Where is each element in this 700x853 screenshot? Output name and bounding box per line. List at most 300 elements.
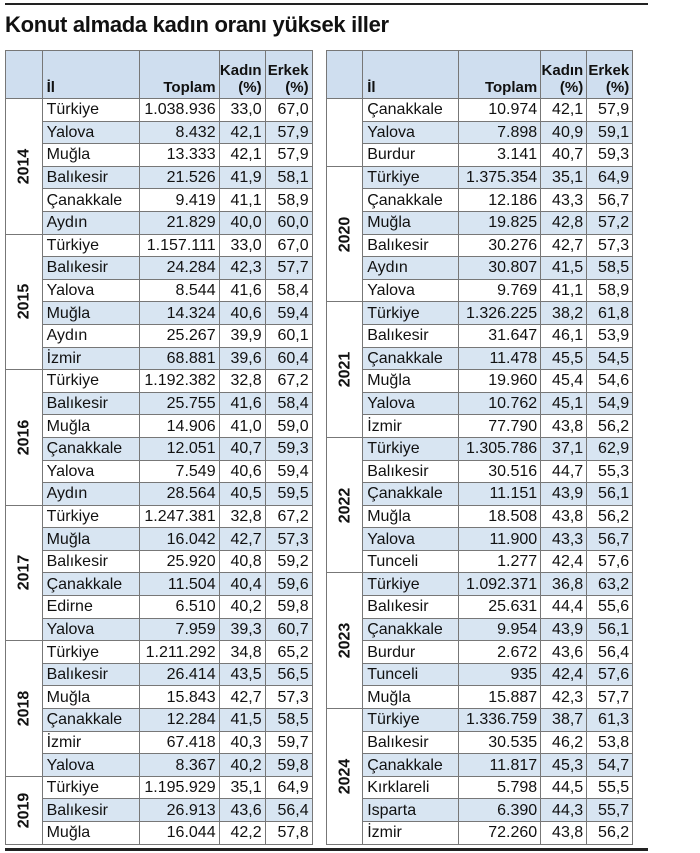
male-pct-cell: 60,0 (265, 211, 312, 234)
total-cell: 14.324 (139, 302, 219, 325)
male-pct-cell: 59,4 (265, 460, 312, 483)
province-cell: Yalova (42, 279, 139, 302)
total-cell: 30.535 (459, 731, 541, 754)
province-cell: İzmir (42, 347, 139, 370)
male-pct-cell: 54,5 (587, 347, 633, 370)
total-cell: 24.284 (139, 257, 219, 280)
province-cell: Balıkesir (363, 596, 459, 619)
male-pct-cell: 56,1 (587, 483, 633, 506)
female-pct-cell: 36,8 (541, 573, 587, 596)
province-cell: Muğla (42, 686, 139, 709)
male-pct-cell: 58,4 (265, 392, 312, 415)
total-cell: 77.790 (459, 415, 541, 438)
female-pct-cell: 42,1 (219, 121, 265, 144)
province-cell: Türkiye (363, 573, 459, 596)
female-pct-cell: 35,1 (541, 166, 587, 189)
total-cell: 72.260 (459, 822, 541, 845)
province-cell: Çanakkale (363, 347, 459, 370)
total-cell: 26.414 (139, 663, 219, 686)
female-pct-cell: 44,3 (541, 799, 587, 822)
female-pct-cell: 45,4 (541, 370, 587, 393)
female-pct-cell: 35,1 (219, 776, 265, 799)
province-cell: Balıkesir (363, 731, 459, 754)
total-cell: 1.195.929 (139, 776, 219, 799)
province-cell: Türkiye (42, 776, 139, 799)
female-pct-cell: 40,0 (219, 211, 265, 234)
male-pct-cell: 57,6 (587, 550, 633, 573)
female-pct-cell: 41,1 (541, 279, 587, 302)
male-pct-cell: 63,2 (587, 573, 633, 596)
province-cell: İzmir (363, 415, 459, 438)
female-pct-cell: 43,9 (541, 483, 587, 506)
male-pct-cell: 60,4 (265, 347, 312, 370)
female-pct-cell: 41,5 (219, 709, 265, 732)
province-cell: Türkiye (42, 505, 139, 528)
female-pct-cell: 42,7 (219, 528, 265, 551)
total-cell: 1.192.382 (139, 370, 219, 393)
total-cell: 9.954 (459, 618, 541, 641)
province-cell: İzmir (363, 822, 459, 845)
male-pct-cell: 61,3 (587, 709, 633, 732)
province-cell: Yalova (363, 121, 459, 144)
total-cell: 1.247.381 (139, 505, 219, 528)
header-erkek-right: Erkek (%) (587, 51, 633, 99)
female-pct-cell: 42,4 (541, 663, 587, 686)
total-cell: 26.913 (139, 799, 219, 822)
province-cell: Kırklareli (363, 776, 459, 799)
female-pct-cell: 41,6 (219, 279, 265, 302)
province-cell: Yalova (42, 618, 139, 641)
bottom-rule (5, 848, 648, 851)
male-pct-cell: 56,2 (587, 822, 633, 845)
female-pct-cell: 41,9 (219, 166, 265, 189)
male-pct-cell: 59,5 (265, 483, 312, 506)
province-cell: Muğla (42, 302, 139, 325)
province-cell: Çanakkale (363, 189, 459, 212)
province-cell: Çanakkale (363, 618, 459, 641)
male-pct-cell: 65,2 (265, 641, 312, 664)
year-label (6, 99, 43, 235)
total-cell: 1.375.354 (459, 166, 541, 189)
table-row (6, 99, 633, 122)
male-pct-cell: 56,7 (587, 528, 633, 551)
female-pct-cell: 32,8 (219, 505, 265, 528)
total-cell: 11.478 (459, 347, 541, 370)
province-cell: Çanakkale (363, 483, 459, 506)
total-cell: 13.333 (139, 144, 219, 167)
female-pct-cell: 42,3 (219, 257, 265, 280)
total-cell: 12.186 (459, 189, 541, 212)
year-text: 2021 (335, 351, 353, 388)
male-pct-cell: 59,7 (265, 731, 312, 754)
year-text: 2020 (335, 216, 353, 252)
male-pct-cell: 54,6 (587, 370, 633, 393)
year-label (6, 234, 43, 370)
province-cell: Balıkesir (42, 166, 139, 189)
female-pct-cell: 34,8 (219, 641, 265, 664)
data-table (5, 50, 633, 845)
male-pct-cell: 56,1 (587, 618, 633, 641)
total-cell: 9.419 (139, 189, 219, 212)
total-cell: 25.755 (139, 392, 219, 415)
female-pct-cell: 43,9 (541, 618, 587, 641)
male-pct-cell: 67,0 (265, 99, 312, 122)
female-pct-cell: 40,7 (219, 437, 265, 460)
male-pct-cell: 57,9 (265, 121, 312, 144)
total-cell: 9.769 (459, 279, 541, 302)
total-cell: 19.960 (459, 370, 541, 393)
total-cell: 1.038.936 (139, 99, 219, 122)
province-cell: Çanakkale (42, 709, 139, 732)
province-cell: Türkiye (363, 709, 459, 732)
province-cell: Türkiye (42, 234, 139, 257)
male-pct-cell: 57,6 (587, 663, 633, 686)
year-label (326, 99, 363, 167)
total-cell: 5.798 (459, 776, 541, 799)
province-cell: Çanakkale (42, 573, 139, 596)
total-cell: 15.843 (139, 686, 219, 709)
male-pct-cell: 58,5 (265, 709, 312, 732)
male-pct-cell: 57,3 (587, 234, 633, 257)
female-pct-cell: 45,5 (541, 347, 587, 370)
total-cell: 21.526 (139, 166, 219, 189)
province-cell: Balıkesir (42, 392, 139, 415)
total-cell: 16.042 (139, 528, 219, 551)
male-pct-cell: 59,1 (587, 121, 633, 144)
header-kadin-right: Kadın (%) (541, 51, 587, 99)
female-pct-cell: 32,8 (219, 370, 265, 393)
total-cell: 1.211.292 (139, 641, 219, 664)
male-pct-cell: 64,9 (265, 776, 312, 799)
total-cell: 11.817 (459, 754, 541, 777)
female-pct-cell: 44,4 (541, 596, 587, 619)
female-pct-cell: 39,9 (219, 324, 265, 347)
female-pct-cell: 43,6 (219, 799, 265, 822)
total-cell: 15.887 (459, 686, 541, 709)
male-pct-cell: 67,2 (265, 505, 312, 528)
header-year-right (326, 51, 363, 99)
female-pct-cell: 40,3 (219, 731, 265, 754)
total-cell: 67.418 (139, 731, 219, 754)
total-cell: 1.092.371 (459, 573, 541, 596)
male-pct-cell: 57,2 (587, 211, 633, 234)
province-cell: İzmir (42, 731, 139, 754)
male-pct-cell: 59,2 (265, 550, 312, 573)
year-label (326, 302, 363, 438)
province-cell: Aydın (42, 483, 139, 506)
year-text: 2014 (15, 148, 33, 185)
total-cell: 6.510 (139, 596, 219, 619)
male-pct-cell: 56,7 (587, 189, 633, 212)
female-pct-cell: 42,1 (541, 99, 587, 122)
header-il-right: İl (363, 51, 459, 99)
female-pct-cell: 42,3 (541, 686, 587, 709)
female-pct-cell: 43,3 (541, 528, 587, 551)
total-cell: 7.898 (459, 121, 541, 144)
province-cell: Türkiye (363, 302, 459, 325)
province-cell: Muğla (363, 211, 459, 234)
male-pct-cell: 57,7 (265, 257, 312, 280)
total-cell: 1.277 (459, 550, 541, 573)
female-pct-cell: 33,0 (219, 234, 265, 257)
province-cell: Muğla (42, 415, 139, 438)
header-erkek-left: Erkek (%) (265, 51, 312, 99)
year-text: 2019 (15, 792, 33, 828)
male-pct-cell: 53,8 (587, 731, 633, 754)
year-label (6, 370, 43, 506)
province-cell: Tunceli (363, 550, 459, 573)
total-cell: 7.549 (139, 460, 219, 483)
total-cell: 30.276 (459, 234, 541, 257)
year-text: 2015 (15, 284, 33, 320)
male-pct-cell: 55,6 (587, 596, 633, 619)
total-cell: 6.390 (459, 799, 541, 822)
province-cell: Edirne (42, 596, 139, 619)
male-pct-cell: 60,7 (265, 618, 312, 641)
province-cell: Çanakkale (42, 189, 139, 212)
total-cell: 25.631 (459, 596, 541, 619)
female-pct-cell: 43,8 (541, 415, 587, 438)
female-pct-cell: 40,9 (541, 121, 587, 144)
year-label (326, 709, 363, 845)
total-cell: 18.508 (459, 505, 541, 528)
total-cell: 10.762 (459, 392, 541, 415)
total-cell: 11.504 (139, 573, 219, 596)
total-cell: 1.305.786 (459, 437, 541, 460)
province-cell: Muğla (363, 370, 459, 393)
total-cell: 1.336.759 (459, 709, 541, 732)
female-pct-cell: 41,1 (219, 189, 265, 212)
column-gap (312, 99, 326, 845)
total-cell: 12.051 (139, 437, 219, 460)
year-text: 2017 (15, 555, 33, 591)
female-pct-cell: 41,6 (219, 392, 265, 415)
province-cell: Balıkesir (363, 460, 459, 483)
male-pct-cell: 56,2 (587, 505, 633, 528)
total-cell: 68.881 (139, 347, 219, 370)
header-toplam-right: Toplam (459, 51, 541, 99)
male-pct-cell: 58,1 (265, 166, 312, 189)
province-cell: Çanakkale (363, 754, 459, 777)
total-cell: 7.959 (139, 618, 219, 641)
female-pct-cell: 39,6 (219, 347, 265, 370)
total-cell: 19.825 (459, 211, 541, 234)
female-pct-cell: 43,8 (541, 505, 587, 528)
female-pct-cell: 40,4 (219, 573, 265, 596)
female-pct-cell: 40,6 (219, 460, 265, 483)
male-pct-cell: 58,4 (265, 279, 312, 302)
province-cell: Türkiye (363, 166, 459, 189)
table-body (6, 99, 633, 845)
province-cell: Isparta (363, 799, 459, 822)
male-pct-cell: 64,9 (587, 166, 633, 189)
female-pct-cell: 43,3 (541, 189, 587, 212)
male-pct-cell: 55,3 (587, 460, 633, 483)
female-pct-cell: 38,7 (541, 709, 587, 732)
total-cell: 12.284 (139, 709, 219, 732)
total-cell: 935 (459, 663, 541, 686)
province-cell: Balıkesir (363, 324, 459, 347)
male-pct-cell: 55,7 (587, 799, 633, 822)
province-cell: Türkiye (42, 641, 139, 664)
year-label (326, 437, 363, 573)
female-pct-cell: 44,5 (541, 776, 587, 799)
female-pct-cell: 44,7 (541, 460, 587, 483)
total-cell: 30.516 (459, 460, 541, 483)
year-label (6, 776, 43, 844)
total-cell: 21.829 (139, 211, 219, 234)
female-pct-cell: 40,6 (219, 302, 265, 325)
male-pct-cell: 56,2 (587, 415, 633, 438)
total-cell: 11.151 (459, 483, 541, 506)
province-cell: Burdur (363, 641, 459, 664)
province-cell: Balıkesir (42, 257, 139, 280)
province-cell: Tunceli (363, 663, 459, 686)
province-cell: Muğla (42, 528, 139, 551)
male-pct-cell: 57,7 (587, 686, 633, 709)
total-cell: 10.974 (459, 99, 541, 122)
province-cell: Muğla (363, 505, 459, 528)
page-title: Konut almada kadın oranı yüksek iller (5, 12, 389, 37)
female-pct-cell: 43,5 (219, 663, 265, 686)
year-text: 2023 (335, 622, 353, 659)
header-toplam-left: Toplam (139, 51, 219, 99)
male-pct-cell: 67,2 (265, 370, 312, 393)
total-cell: 1.157.111 (139, 234, 219, 257)
province-cell: Yalova (42, 121, 139, 144)
header-il-left: İl (42, 51, 139, 99)
male-pct-cell: 61,8 (587, 302, 633, 325)
total-cell: 30.807 (459, 257, 541, 280)
total-cell: 28.564 (139, 483, 219, 506)
female-pct-cell: 39,3 (219, 618, 265, 641)
female-pct-cell: 43,6 (541, 641, 587, 664)
column-gap (312, 51, 326, 99)
female-pct-cell: 42,8 (541, 211, 587, 234)
female-pct-cell: 40,5 (219, 483, 265, 506)
male-pct-cell: 59,3 (587, 144, 633, 167)
female-pct-cell: 40,8 (219, 550, 265, 573)
male-pct-cell: 60,1 (265, 324, 312, 347)
male-pct-cell: 57,3 (265, 528, 312, 551)
province-cell: Türkiye (42, 99, 139, 122)
male-pct-cell: 53,9 (587, 324, 633, 347)
province-cell: Yalova (363, 392, 459, 415)
total-cell: 14.906 (139, 415, 219, 438)
male-pct-cell: 67,0 (265, 234, 312, 257)
male-pct-cell: 58,5 (587, 257, 633, 280)
province-cell: Balıkesir (42, 663, 139, 686)
female-pct-cell: 42,4 (541, 550, 587, 573)
male-pct-cell: 59,0 (265, 415, 312, 438)
year-text: 2018 (15, 690, 33, 727)
total-cell: 11.900 (459, 528, 541, 551)
total-cell: 8.367 (139, 754, 219, 777)
male-pct-cell: 59,8 (265, 754, 312, 777)
female-pct-cell: 41,5 (541, 257, 587, 280)
year-label (326, 573, 363, 709)
female-pct-cell: 42,1 (219, 144, 265, 167)
total-cell: 1.326.225 (459, 302, 541, 325)
male-pct-cell: 58,9 (265, 189, 312, 212)
year-label (6, 641, 43, 777)
province-cell: Aydın (363, 257, 459, 280)
province-cell: Yalova (42, 754, 139, 777)
male-pct-cell: 56,4 (587, 641, 633, 664)
female-pct-cell: 42,7 (541, 234, 587, 257)
female-pct-cell: 40,2 (219, 596, 265, 619)
total-cell: 8.544 (139, 279, 219, 302)
female-pct-cell: 46,2 (541, 731, 587, 754)
female-pct-cell: 45,3 (541, 754, 587, 777)
male-pct-cell: 57,9 (587, 99, 633, 122)
province-cell: Türkiye (363, 437, 459, 460)
total-cell: 16.044 (139, 822, 219, 845)
province-cell: Çanakkale (42, 437, 139, 460)
header-kadin-left: Kadın (%) (219, 51, 265, 99)
total-cell: 3.141 (459, 144, 541, 167)
header-year-left (6, 51, 43, 99)
female-pct-cell: 42,7 (219, 686, 265, 709)
province-cell: Yalova (363, 528, 459, 551)
year-label (326, 166, 363, 302)
province-cell: Balıkesir (42, 799, 139, 822)
province-cell: Aydın (42, 324, 139, 347)
total-cell: 31.647 (459, 324, 541, 347)
female-pct-cell: 42,2 (219, 822, 265, 845)
female-pct-cell: 33,0 (219, 99, 265, 122)
male-pct-cell: 57,9 (265, 144, 312, 167)
male-pct-cell: 57,3 (265, 686, 312, 709)
female-pct-cell: 38,2 (541, 302, 587, 325)
header-row (6, 51, 633, 99)
male-pct-cell: 54,9 (587, 392, 633, 415)
male-pct-cell: 56,5 (265, 663, 312, 686)
province-cell: Muğla (42, 822, 139, 845)
province-cell: Balıkesir (363, 234, 459, 257)
male-pct-cell: 55,5 (587, 776, 633, 799)
male-pct-cell: 57,8 (265, 822, 312, 845)
province-cell: Aydın (42, 211, 139, 234)
year-text: 2022 (335, 487, 353, 523)
top-rule (5, 3, 648, 5)
female-pct-cell: 41,0 (219, 415, 265, 438)
male-pct-cell: 59,4 (265, 302, 312, 325)
male-pct-cell: 56,4 (265, 799, 312, 822)
total-cell: 25.920 (139, 550, 219, 573)
female-pct-cell: 46,1 (541, 324, 587, 347)
male-pct-cell: 59,8 (265, 596, 312, 619)
year-label (6, 505, 43, 641)
year-text: 2024 (335, 758, 353, 795)
female-pct-cell: 45,1 (541, 392, 587, 415)
total-cell: 2.672 (459, 641, 541, 664)
female-pct-cell: 43,8 (541, 822, 587, 845)
total-cell: 25.267 (139, 324, 219, 347)
male-pct-cell: 58,9 (587, 279, 633, 302)
total-cell: 8.432 (139, 121, 219, 144)
province-cell: Çanakkale (363, 99, 459, 122)
province-cell: Yalova (42, 460, 139, 483)
female-pct-cell: 37,1 (541, 437, 587, 460)
province-cell: Muğla (42, 144, 139, 167)
year-text: 2016 (15, 419, 33, 456)
female-pct-cell: 40,2 (219, 754, 265, 777)
male-pct-cell: 54,7 (587, 754, 633, 777)
male-pct-cell: 59,6 (265, 573, 312, 596)
province-cell: Muğla (363, 686, 459, 709)
province-cell: Balıkesir (42, 550, 139, 573)
